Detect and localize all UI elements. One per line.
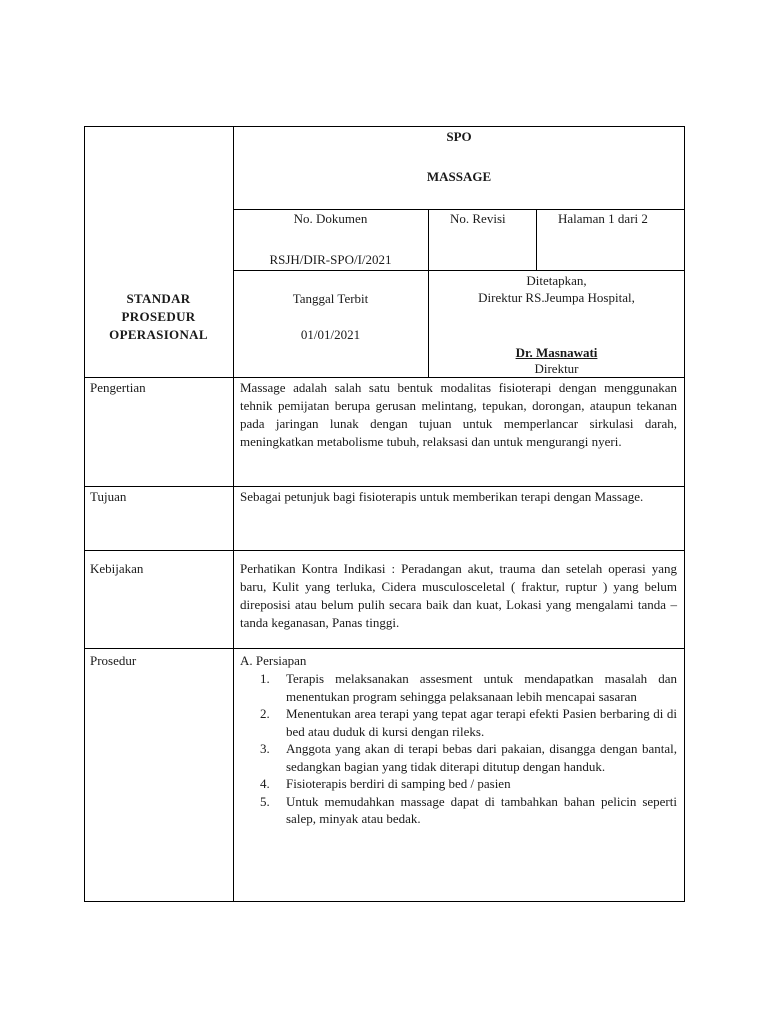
kebijakan-label: Kebijakan: [90, 561, 144, 576]
list-item: [260, 670, 677, 705]
list-item: [260, 775, 677, 793]
step-number: 3.: [260, 741, 270, 756]
step-text: Anggota yang akan di terapi bebas dari pakaian, disangga dengan bantal, sedangkan bagian yang tidak diterapi ditutup dengan handuk.: [286, 741, 677, 774]
step-number: 5.: [260, 793, 270, 809]
step-text: Fisioterapis berdiri di samping bed / pasien: [286, 776, 511, 791]
step-text: Terapis melaksanakan assesment untuk mendapatkan masalah dan menentukan program sehingga pelaksanaan lebih mencapai sasaran: [286, 671, 677, 704]
tanggal-terbit-value: 01/01/2021: [300, 327, 361, 342]
prosedur-steps-list: [260, 670, 677, 828]
ditetapkan-label: Ditetapkan,: [526, 273, 587, 288]
sop-label-line-2: PROSEDUR: [121, 309, 196, 324]
prosedur-subheading: A. Persiapan: [240, 653, 307, 668]
doc-type: SPO: [446, 129, 472, 144]
sop-label-line-1: STANDAR: [126, 291, 191, 306]
signer-title: Direktur: [534, 361, 579, 376]
section-divider-pengertian: [84, 486, 685, 487]
pengertian-text: Massage adalah salah satu bentuk modalitas fisioterapi dengan menggunakan tehnik pemijatan berupa gerusan melintang, tepukan, dorongan, ataupun tekanan pada jaringan lunak dengan tujuan untuk memperlancar sirkulasi darah, meningkatkan metabolisme tubuh, relaksasi dan untuk mengurangi nyeri.: [240, 380, 677, 449]
prosedur-label: Prosedur: [90, 653, 137, 668]
tujuan-label: Tujuan: [90, 489, 127, 504]
doc-title: MASSAGE: [426, 169, 492, 184]
list-item: [260, 705, 677, 740]
step-number: 2.: [260, 706, 270, 721]
tanggal-terbit-label: Tanggal Terbit: [292, 291, 369, 306]
list-item: [260, 793, 677, 828]
step-text: Menentukan area terapi yang tepat agar terapi efekti Pasien berbaring di di bed atau duduk di kursi dengan rileks.: [286, 706, 677, 739]
step-number: 1.: [260, 671, 270, 686]
section-divider-kebijakan: [84, 648, 685, 649]
signer-name: Dr. Masnawati: [515, 345, 598, 360]
pengertian-label: Pengertian: [90, 380, 146, 395]
halaman-label: Halaman 1 dari 2: [558, 211, 648, 226]
section-divider-tujuan: [84, 550, 685, 551]
list-item: [260, 740, 677, 775]
no-revisi-label: No. Revisi: [450, 211, 506, 226]
table-column-divider: [233, 126, 234, 902]
header-col-divider-2: [536, 209, 537, 270]
sop-label-line-3: OPERASIONAL: [109, 327, 208, 342]
kebijakan-text: Perhatikan Kontra Indikasi : Peradangan akut, trauma dan setelah operasi yang baru, Kulit yang terluka, Cidera musculosceletal ( fraktur, ruptur ) yang belum direposisi atau belum pulih secara baik dan kuat, Lokasi yang mengalami tanda – tanda keganasan, Panas tinggi.: [240, 561, 677, 630]
header-row-divider: [233, 270, 685, 271]
step-text: Untuk memudahkan massage dapat di tambahkan bahan pelicin seperti salep, minyak atau bedak.: [286, 793, 677, 826]
direktur-hospital-line: Direktur RS.Jeumpa Hospital,: [478, 290, 635, 305]
no-dokumen-value: RSJH/DIR-SPO/I/2021: [269, 252, 392, 267]
tujuan-text: Sebagai petunjuk bagi fisioterapis untuk memberikan terapi dengan Massage.: [240, 489, 644, 504]
no-dokumen-label: No. Dokumen: [293, 211, 368, 226]
step-number: 4.: [260, 776, 270, 791]
